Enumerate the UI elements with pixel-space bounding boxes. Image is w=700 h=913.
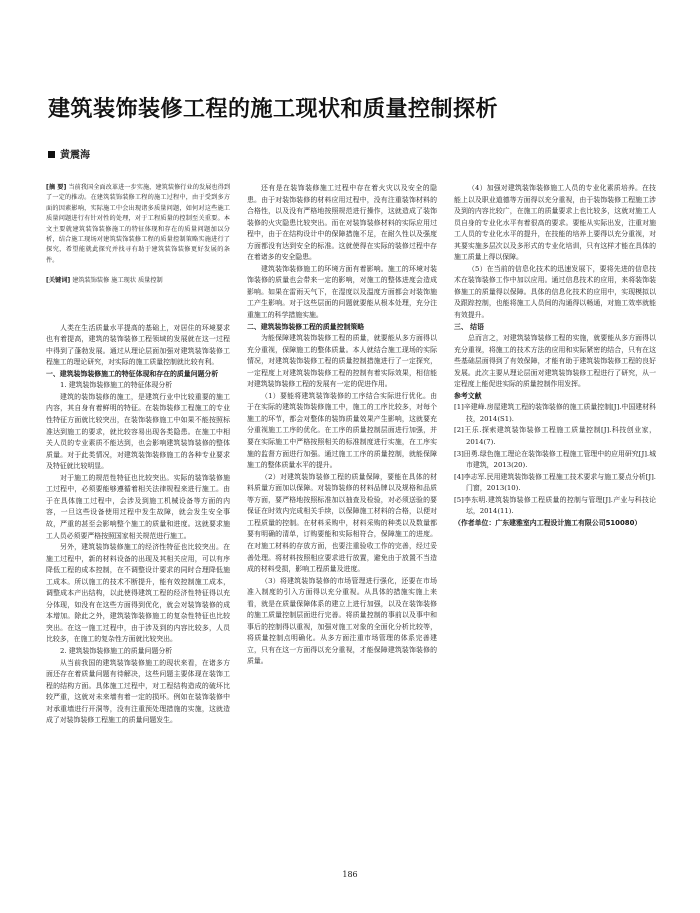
subsection-heading-1-1: 1. 建筑装饰装修施工的特征体现分析 xyxy=(60,381,173,390)
references-title: 参考文献 xyxy=(454,391,482,400)
article-author xyxy=(48,146,90,161)
reference-item: [1]辛建峰.房屋建筑工程的装饰装修的施工质量控制[J].中国建材科技，2014(S1). xyxy=(454,403,656,423)
article-title: 建筑装饰装修工程的施工现状和质量控制探析 xyxy=(48,97,499,122)
paragraph-6: 建筑装饰装修施工的环境方面有着影响。施工的环境对装饰装修的质量也会带来一定的影响，对施工的整体进度会造成影响。如果在雷雨天气下，在湿度以及温度方面都会对装饰施工产生影响。对于这些层面的问题就要能从根本处理，充分注重施工的科学措施实施。 xyxy=(247,264,437,320)
column-2 xyxy=(247,183,437,668)
section-heading-1: 一、建筑装饰装修施工的特征体现和存在的质量问题分析 xyxy=(46,369,219,378)
paragraph-4: 从当前我国的建筑装饰装修施工的现状来看，在诸多方面还存在着质量问题有待解决，这些问题主要体现在装饰工程的结构方面。具体施工过程中，对工程结构造成的破坏比较严重，这就对未来墙有着一定的损坏。例如在装饰装修中对承重墙进行开洞等，没有注重预处理措施的实施，这就造成了对装饰装修工程施工的质量问题发生。 xyxy=(46,658,230,725)
paragraph-7: 为能保障建筑装饰装修工程的质量，就要能从多方面得以充分重视，保障施工的整体质量。本人就结合施工现场的实际情况，对建筑装饰装修工程的质量控制措施进行了一定探究，一定程度上对建筑装饰装修工程的控制有着实际效果，相信能对建筑装饰装修工程的发展有一定的促进作用。 xyxy=(247,334,437,389)
reference-item: [5]李东明.建筑装饰装修工程质量的控制与管理[J].产业与科技论坛，2014(11). xyxy=(454,495,656,516)
reference-item: [4]李志军.民用建筑装饰装修工程施工技术要求与施工要点分析[J].门窗，2013(10). xyxy=(454,472,656,493)
abstract-text: 当前我国全面改革进一步实施，建筑装修行业的发展也得到了一定的推动。在建筑装饰装修工程的施工过程中，由于受到多方面的因素影响，实际施工中会出现诸多质量问题，如何对这些施工质量问题进行有针对性的处理，对于工程质量的控制至关重要。本文主要就建筑装饰装修施工的特征体现和存在的质量问题加以分析，结合施工现场对建筑装饰装修工程的质量控制策略实施进行了探究，希望能就此探究并找寻有助于建筑装饰装修更好发展的条件。 xyxy=(46,184,231,264)
subsection-heading-1-2: 2. 建筑装饰装修施工的质量问题分析 xyxy=(60,646,173,655)
abstract xyxy=(46,183,230,266)
section-heading-3: 三、 结语 xyxy=(454,322,484,331)
paragraph-13: 总而言之，对建筑装饰装修工程的实施，就要能从多方面得以充分重视，将施工的技术方法的应用和实际紧密的结合，只有在这些基础层面得到了有效保障，才能有助于建筑装饰装修工程的良好发展。此次主要从理论层面对建筑装饰装修工程进行了研究，从一定程度上能促进实际的质量控制作用发挥。 xyxy=(454,334,656,389)
abstract-label: [摘 要] xyxy=(46,184,67,191)
paragraph-10: （3）将建筑装饰装修的市场管理进行强化，还要在市场准入制度的引入方面得以充分重视。从具体的措施实施上来看，就是在质量保障体系的建立上进行加强，以及在装饰装修的施工质量控制层面进行完善。将质量控制的事前以及事中和事后的控制得以重视，加强对施工对象的全面化分析比较等，将质量控制点明确化。从多方面注重市场管理的体系完善建立，只有在这一方面得以充分重视，才能保障建筑装饰装修的质量。 xyxy=(247,576,437,666)
column-1 xyxy=(46,183,230,727)
page-number: 186 xyxy=(342,870,358,879)
reference-item: [2]王乐.探索建筑装饰装修工程施工质量控制[J].科技创业家，2014(7). xyxy=(454,426,656,447)
author-name: 黄震海 xyxy=(60,150,90,161)
square-bullet-icon xyxy=(48,151,55,158)
paragraph-intro: 人类在生活质量水平提高的基础上，对居住的环境要求也有着提高，建筑的装饰装修工程领域的发展就在这一过程中得到了蓬勃发展。通过从理论层面加强对建筑装饰装修工程施工的理论研究，对实际的施工质量控制就比较有利。 xyxy=(46,323,230,367)
paragraph-9: （2）对建筑装饰装修工程的质量保障，要能在具体的材料质量方面加以保障。对装饰装修的材料品牌以及规格和品质等方面，要严格地按照标准加以抽查及检验，对必须送验的要保证在时效内完成相关手续，以保障施工材料的合格，以便对工程质量的控制。在材料采购中，材料采购的种类以及数量都要有明确的清单，订购要能和实际相符合，保障施工的进度。在对施工材料的存放方面，也要注重验收工作的完善，经过妥善处理。将材料按照相应要求进行放置，避免由于放置不当造成的材料受损，影响工程质量及进度。 xyxy=(247,472,437,574)
keywords-text: 建筑装饰装修 施工现状 质量控制 xyxy=(72,277,163,285)
paragraph-2: 对于施工的规范性特征也比较突出。实际的装饰装修施工过程中，必须要能够遵循着相关法律规程来进行施工。由于在具体施工过程中，会涉及到施工机械设备等方面的内容，一旦这些设备使用过程中发生故障，就会发生安全事故，严重的甚至会影响整个施工的质量和进度。这就要求施工人员必须要严格按照国家相关规范进行施工。 xyxy=(46,473,230,540)
reference-item: [3]田勇.绿色施工理论在装饰装修工程施工管理中的应用研究[J].城市建筑，2013(20). xyxy=(454,449,656,470)
paragraph-3: 另外，建筑装饰装修施工的经济性特征也比较突出。在施工过程中，新的材料设备的出现及其相关应用，可以有序降低工程的成本控制，在不调整设计要求的同时合理降低施工成本。所以施工的技术不断提升，能有效控制施工成本，调整成本产出结构，以此使得建筑工程的经济性特征得以充分体现，如没有在这些方面得到优化，就会对装饰装修的成本增加。除此之外，建筑装饰装修施工的复杂性特征也比较突出。在这一施工过程中，由于涉及到的内容比较多，人员比较多，在施工的复杂性方面就比较突出。 xyxy=(46,543,230,644)
paragraph-1: 建筑的装饰装修的施工，是建筑行业中比较重要的施工内容，其自身有着鲜明的特征。在装饰装修工程施工的专业性特征方面就比较突出，在装饰装修施工中如果不能按照标准达到施工的要求，就比较容易出现各类隐患。在施工中相关人员的专业素质不能达到，也会影响建筑装饰装修的整体质量。对于此类情况，对建筑装饰装修施工的各种专业要求及特征就比较明显。 xyxy=(46,392,230,471)
paragraph-11: （4）加强对建筑装饰装修施工人员的专业化素质培养。在技能上以及职业道德等方面得以充分重视，由于装饰装修工程施工涉及到的内容比较广，在施工的质量要求上也比较多，这就对施工人员自身的专业化水平有着很高的要求。要能从实际出发，注重对施工人员的专业化水平的提升，在技能的培养上要得以充分重视，对其要实施多层次以及多形式的专业化培训，只有这样才能在具体的施工质量上得以保障。 xyxy=(454,184,656,262)
keywords xyxy=(46,276,230,286)
section-heading-2: 二、建筑装饰装修工程的质量控制策略 xyxy=(247,322,365,331)
paragraph-8: （1）要能将建筑装饰装修的工序结合实际进行优化。由于在实际的建筑装饰装修施工中，施工的工序比较多，对每个施工的环节，都会对整体的装饰质量效果产生影响，这就要充分重视施工工序的优化。在工序的质量控制层面进行加强，并要在实际施工中严格按照相关的标准制度进行实施，在工序实施的监督方面进行加强。通过施工工序的质量控制，就能保障施工的整体质量水平的提升。 xyxy=(247,391,437,470)
column-3 xyxy=(454,183,656,529)
paragraph-12: （5）在当前的信息化技术的迅速发展下，要将先进的信息技术在装饰装修工作中加以应用。通过信息技术的应用，来将装饰装修施工的质量得以保障。具体的信息化技术的应用中，实现模拟以及跟踪控制，也能将施工人员间的沟通得以畅通，对施工效率就能有效提升。 xyxy=(454,264,656,320)
keywords-label: [关键词] xyxy=(46,277,71,285)
paragraph-5: 还有是在装饰装修施工过程中存在着火灾以及安全的隐患。由于对装饰装修的材料应用过程中，没有注重装饰材料的合格性，以及没有严格地按照规范进行操作，这就造成了装饰装修的火灾隐患比较突出。而在对装饰装修材料的实际应用过程中，由于在结构设计中的保障措施不足，在耐久性以及强度方面都没有达到安全的标准。这就使得在实际的装修过程中存在着诸多的安全隐患。 xyxy=(247,184,437,262)
author-affiliation: （作者单位：广东建雅室内工程设计施工有限公司510080） xyxy=(454,518,642,527)
